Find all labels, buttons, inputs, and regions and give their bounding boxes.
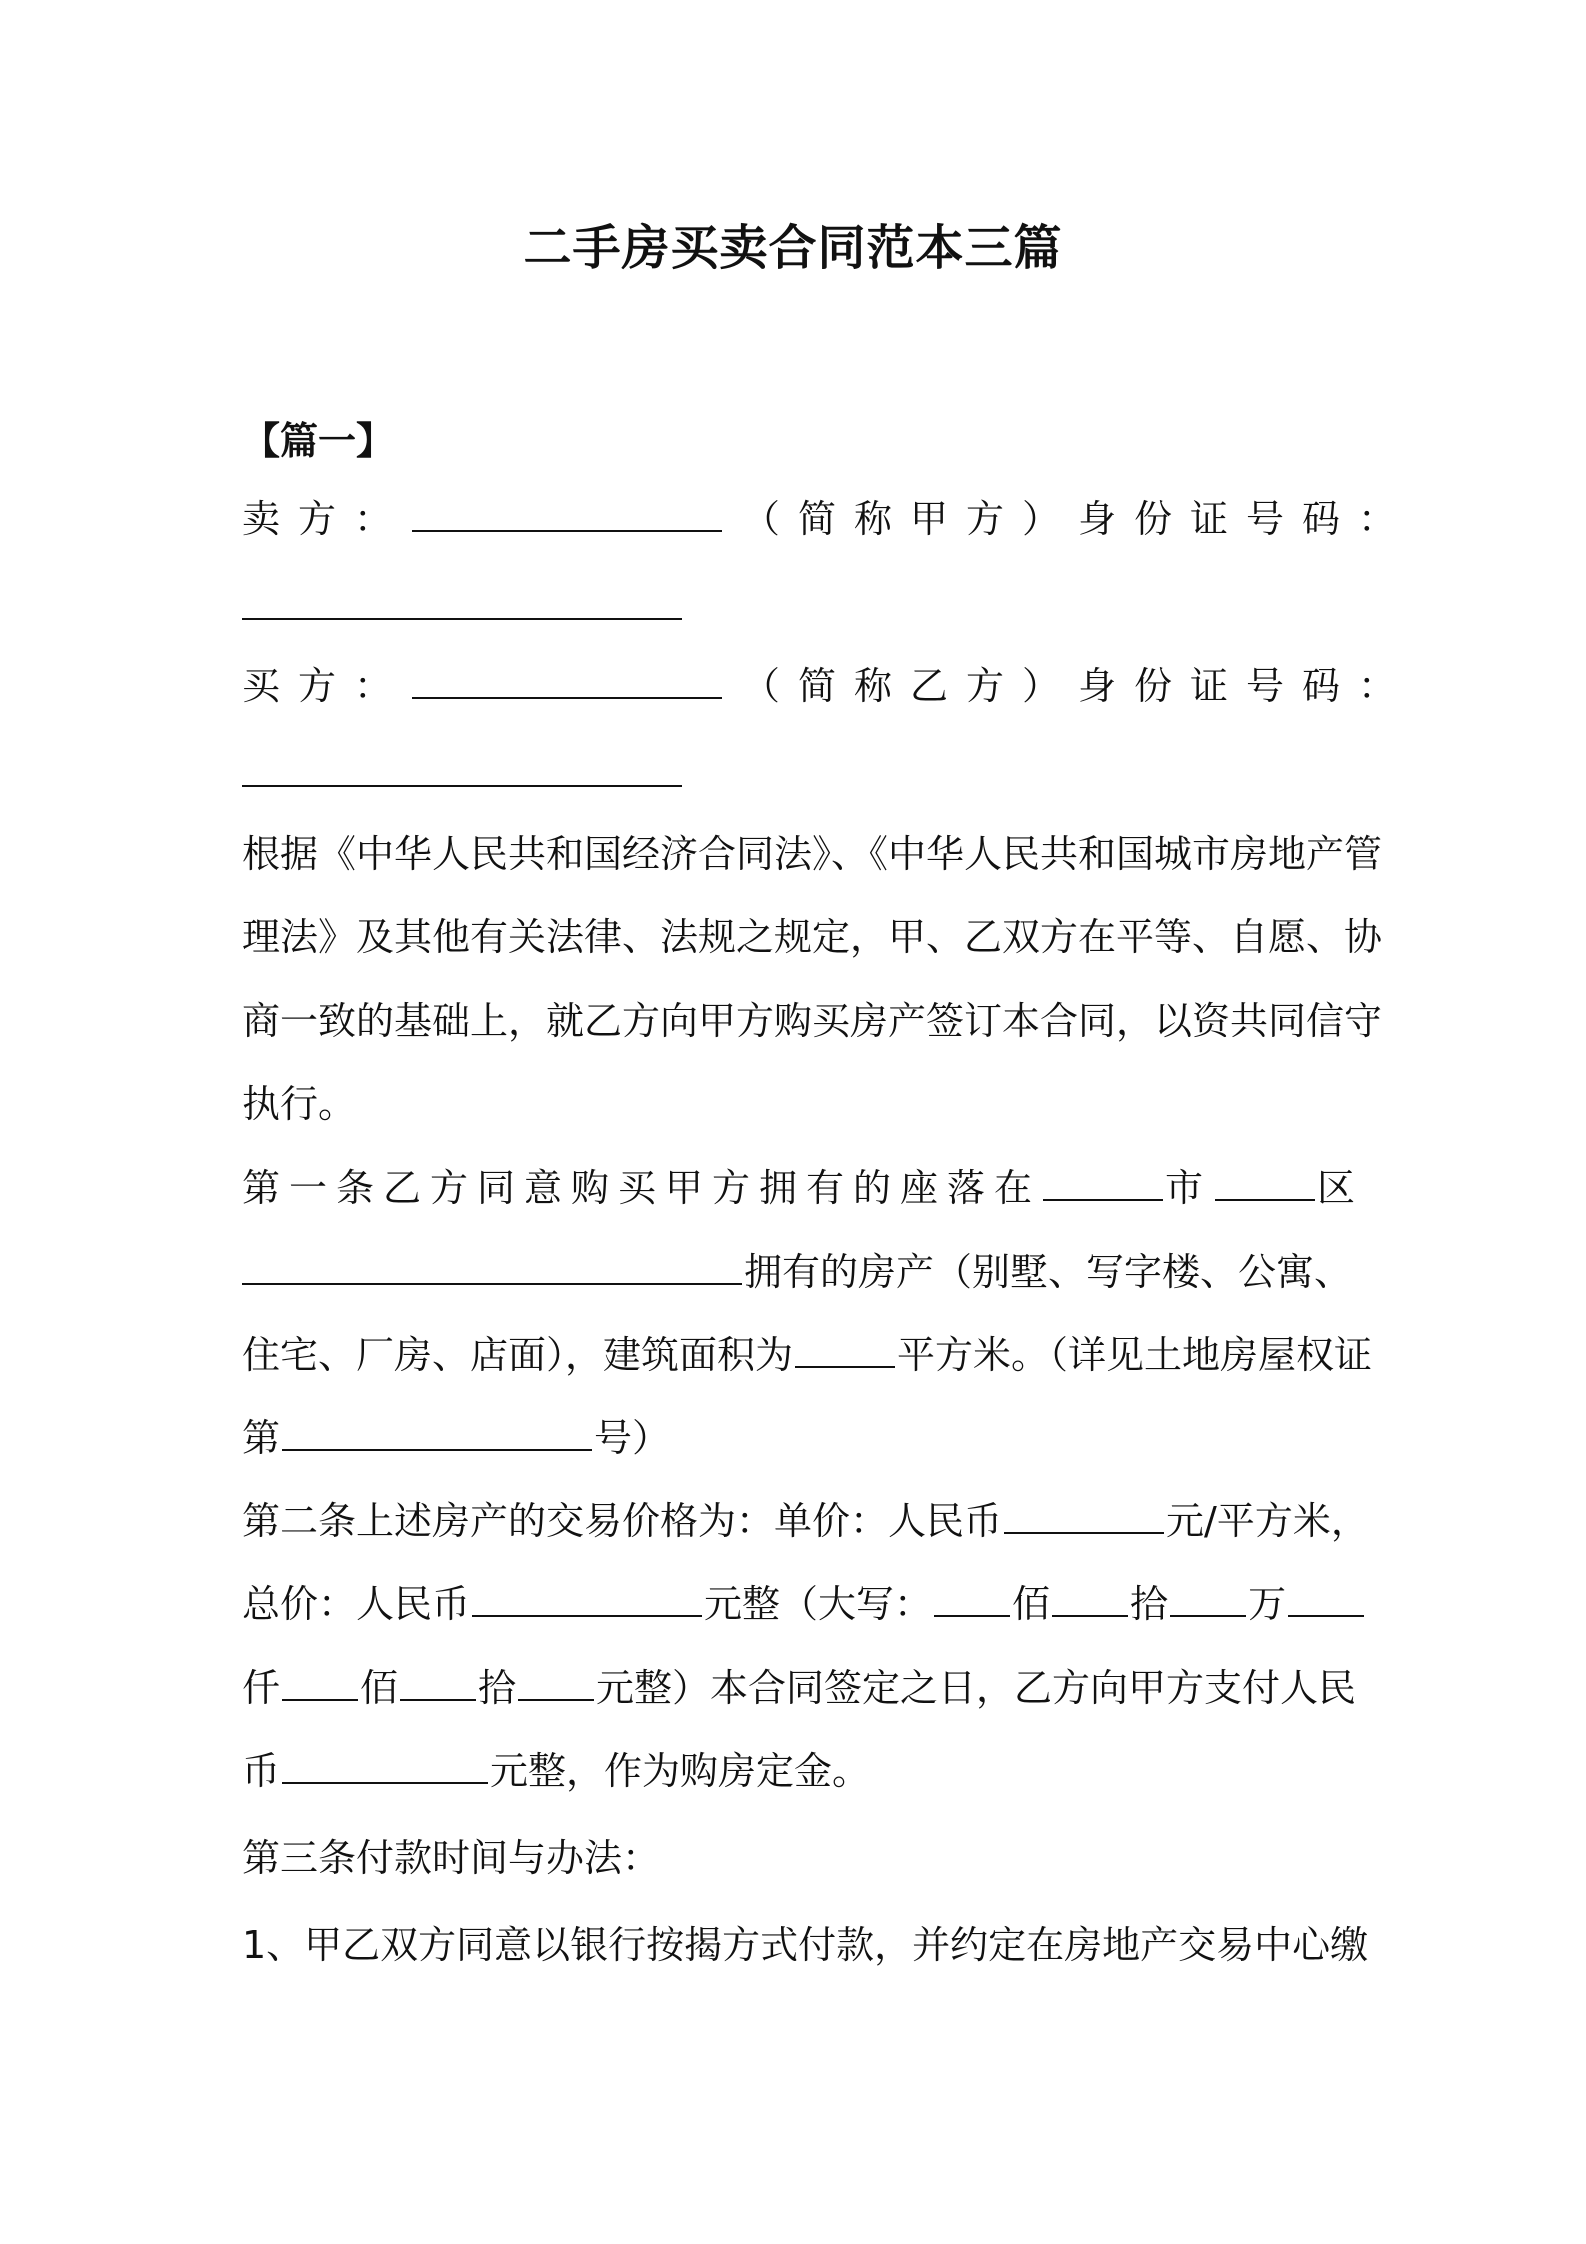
shi-blank-2 [400,1659,476,1701]
total-price-words-label: 元整（大写： [704,1582,933,1626]
certificate-suffix: 号） [594,1416,671,1460]
seller-line [242,490,1415,547]
seller-id-blank [242,578,682,620]
buyer-abbrev: （简称乙方） [742,664,1079,708]
seller-id-line [242,578,1352,635]
buyer-id-label: 身份证号码： [1078,664,1415,708]
article-1-line [242,1243,1352,1300]
article-3-item: 1、甲乙双方同意以银行按揭方式付款，并约定在房地产交易中心缴 [242,1923,1369,1967]
city-blank [1043,1159,1163,1201]
article-1-line [242,1159,1356,1216]
unit-price-blank [1004,1492,1164,1534]
district-label: 区 [1317,1166,1356,1210]
shi-label-2: 拾 [478,1666,517,1710]
seller-label: 卖方： [242,497,411,541]
article-2-text: 元整）本合同签定之日，乙方向甲方支付人民 [596,1666,1357,1710]
article-2-line [242,1492,1369,1549]
shi-blank [1052,1575,1128,1617]
bai-label: 佰 [1012,1582,1051,1626]
deposit-prefix: 币 [242,1749,281,1793]
article-2-line [242,1575,1352,1632]
qian-label: 仟 [242,1666,281,1710]
deposit-suffix: 元整，作为购房定金。 [490,1749,871,1793]
section-heading: 【篇一】 [242,419,395,463]
address-blank [242,1243,742,1285]
article-1-text: 拥有的房产（别墅、写字楼、公寓、 [744,1250,1353,1294]
certificate-blank [282,1409,592,1451]
buyer-name-blank [412,657,722,699]
article-1-text: 平方米。（详见土地房屋权证 [897,1333,1373,1377]
article-2-text: 第二条上述房产的交易价格为：单价：人民币 [242,1499,1003,1543]
wan-blank [1170,1575,1246,1617]
article-3-title: 第三条付款时间与办法： [242,1836,661,1880]
article-2-line [242,1659,1357,1716]
preamble-line: 商一致的基础上，就乙方向甲方购买房产签订本合同，以资共同信守 [242,999,1383,1043]
seller-name-blank [412,490,722,532]
district-blank [1215,1159,1315,1201]
shi-label: 拾 [1130,1582,1169,1626]
seller-abbrev: （简称甲方） [742,497,1079,541]
article-1-line [242,1326,1373,1383]
article-1-text: 第一条乙方同意购买甲方拥有的座落在 [242,1166,1042,1210]
document-title: 二手房买卖合同范本三篇 [523,220,1063,276]
preamble-line: 理法》及其他有关法律、法规之规定，甲、乙双方在平等、自愿、协 [242,915,1383,959]
deposit-blank [282,1742,488,1784]
bai-blank [934,1575,1010,1617]
preamble-line: 执行。 [242,1082,357,1126]
buyer-id-line [242,745,1352,802]
preamble-line: 根据《中华人民共和国经济合同法》、《中华人民共和国城市房地产管 [242,832,1383,876]
city-label: 市 [1165,1166,1204,1210]
bai-blank-2 [282,1659,358,1701]
unit-price-suffix: 元/平方米， [1166,1499,1369,1543]
article-1-text: 住宅、厂房、店面），建筑面积为 [242,1333,794,1377]
total-price-blank [472,1575,702,1617]
article-1-line [242,1409,1352,1466]
certificate-prefix: 第 [242,1416,281,1460]
area-blank [795,1326,895,1368]
article-2-line [242,1742,1352,1799]
yuan-blank [518,1659,594,1701]
buyer-line [242,657,1415,714]
buyer-label: 买方： [242,664,411,708]
buyer-id-blank [242,745,682,787]
qian-blank-a [1288,1575,1364,1617]
wan-label: 万 [1248,1582,1287,1626]
bai-label-2: 佰 [360,1666,399,1710]
total-price-label: 总价：人民币 [242,1582,471,1626]
seller-id-label: 身份证号码： [1078,497,1415,541]
